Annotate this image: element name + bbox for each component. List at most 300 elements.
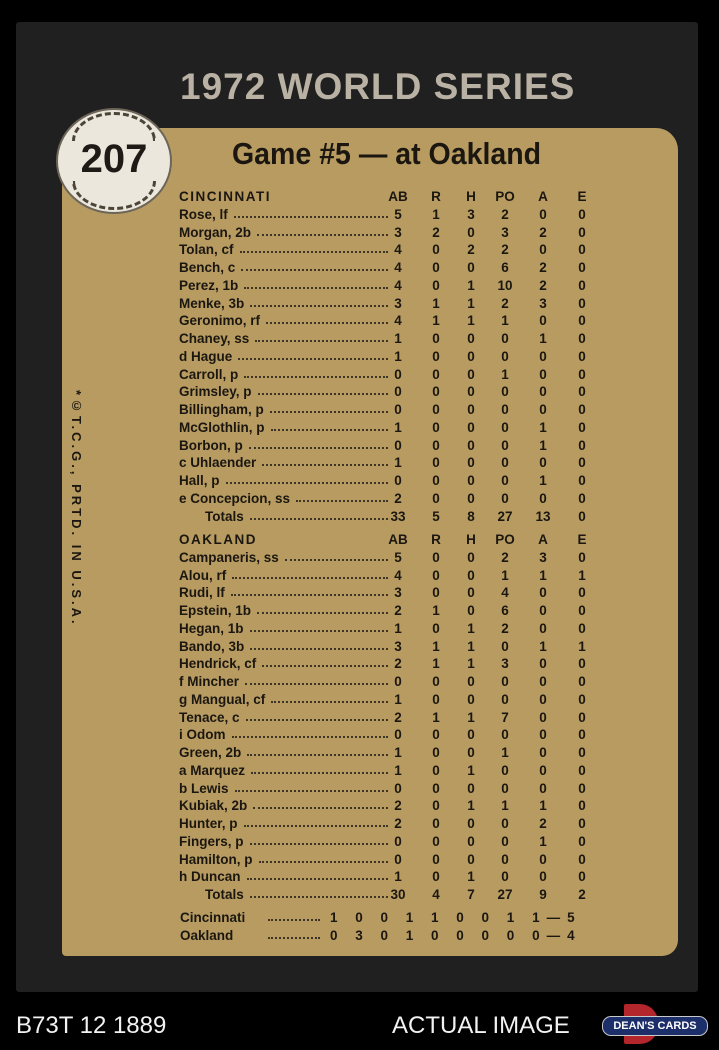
leader-dots bbox=[241, 269, 388, 271]
stat-cell: 1 bbox=[467, 709, 475, 725]
player-row bbox=[0, 349, 719, 366]
inventory-code: B73T 12 1889 bbox=[16, 1012, 167, 1039]
stat-cell: 1 bbox=[501, 567, 509, 583]
player-row bbox=[0, 313, 719, 330]
player-row bbox=[0, 207, 719, 224]
stat-cell: 0 bbox=[578, 816, 586, 831]
stat-cell: 0 bbox=[394, 674, 402, 689]
stat-cell: 0 bbox=[432, 455, 440, 471]
stat-cell: 2 bbox=[539, 816, 547, 831]
linescore-team: Oakland bbox=[180, 928, 234, 943]
player-row bbox=[0, 639, 719, 656]
stat-cell: 2 bbox=[394, 816, 402, 831]
team-header-row bbox=[0, 189, 719, 206]
stat-cell: H bbox=[466, 189, 476, 204]
stat-cell: 0 bbox=[539, 490, 547, 506]
leader-dots bbox=[250, 648, 388, 650]
stat-cell: 0 bbox=[578, 585, 586, 601]
stat-cell: 0 bbox=[432, 348, 440, 364]
player-row bbox=[0, 260, 719, 277]
stat-cell: 0 bbox=[578, 242, 586, 258]
stat-cell: 0 bbox=[578, 473, 586, 488]
stat-cell: 0 bbox=[501, 638, 509, 654]
stat-cell: 27 bbox=[497, 508, 513, 524]
leader-dots bbox=[253, 807, 388, 809]
logo-text: DEAN'S CARDS bbox=[602, 1016, 708, 1036]
leader-dots bbox=[271, 701, 388, 703]
player-name: Chaney, ss bbox=[179, 331, 250, 346]
player-name: Hamilton, p bbox=[179, 851, 253, 867]
stat-cell: 0 bbox=[578, 709, 586, 725]
leader-dots bbox=[296, 500, 388, 502]
stat-cell: 1 bbox=[578, 638, 586, 654]
stat-cell: 0 bbox=[467, 402, 475, 417]
stat-cell: 0 bbox=[578, 508, 586, 524]
linescore-innings: 0 3 0 1 0 0 0 0 0—4 bbox=[330, 928, 582, 943]
stat-cell: 0 bbox=[467, 567, 475, 583]
stat-cell: 0 bbox=[501, 869, 509, 885]
stat-cell: 1 bbox=[539, 437, 547, 453]
player-name: Hegan, 1b bbox=[179, 620, 244, 636]
player-name: Bando, 3b bbox=[179, 638, 245, 654]
linescore-innings: 1 0 0 1 1 0 0 1 1—5 bbox=[330, 910, 582, 925]
stat-cell: 0 bbox=[539, 206, 547, 222]
stat-cell: 33 bbox=[390, 508, 406, 524]
player-row bbox=[0, 816, 719, 833]
stat-cell: 0 bbox=[578, 366, 586, 382]
leader-dots bbox=[258, 393, 388, 395]
leader-dots bbox=[262, 464, 388, 466]
player-name: Borbon, p bbox=[179, 437, 243, 453]
stat-cell: 0 bbox=[467, 455, 475, 471]
team-name: CINCINNATI bbox=[179, 189, 271, 204]
stat-cell: 0 bbox=[501, 473, 509, 488]
stat-cell: 0 bbox=[501, 727, 509, 743]
leader-dots bbox=[250, 518, 388, 520]
stat-cell: 0 bbox=[539, 585, 547, 601]
stat-cell: 0 bbox=[539, 455, 547, 471]
copyright-line: *©T.C.G., PRTD. IN U.S.A. bbox=[69, 390, 84, 627]
leader-dots bbox=[250, 896, 388, 898]
stat-cell: 3 bbox=[394, 224, 402, 240]
stat-cell: 0 bbox=[501, 348, 509, 364]
stat-cell: 5 bbox=[394, 549, 402, 565]
leader-dots bbox=[250, 630, 388, 632]
leader-dots bbox=[244, 376, 388, 378]
stat-cell: 1 bbox=[432, 656, 440, 672]
stat-cell: 0 bbox=[467, 331, 475, 346]
player-name: c Uhlaender bbox=[179, 455, 257, 471]
player-row bbox=[0, 603, 719, 620]
stat-cell: 0 bbox=[432, 384, 440, 400]
actual-image-label: ACTUAL IMAGE bbox=[392, 1012, 570, 1039]
stat-cell: 0 bbox=[394, 366, 402, 382]
stat-cell: 0 bbox=[539, 402, 547, 417]
player-row bbox=[0, 763, 719, 780]
totals-row bbox=[0, 509, 719, 526]
stat-cell: 0 bbox=[539, 869, 547, 885]
stat-cell: 0 bbox=[578, 313, 586, 329]
stat-cell: 4 bbox=[394, 567, 402, 583]
stat-cell: 0 bbox=[501, 455, 509, 471]
player-name: Tolan, cf bbox=[179, 242, 234, 258]
player-row bbox=[0, 621, 719, 638]
stat-cell: 30 bbox=[390, 887, 406, 902]
stat-cell: 10 bbox=[497, 277, 513, 293]
leader-dots bbox=[226, 482, 388, 484]
stat-cell: 1 bbox=[394, 691, 402, 707]
stat-cell: 1 bbox=[539, 567, 547, 583]
leader-dots bbox=[285, 559, 388, 561]
stat-cell: 3 bbox=[394, 585, 402, 601]
leader-dots bbox=[270, 411, 388, 413]
player-row bbox=[0, 438, 719, 455]
player-name: e Concepcion, ss bbox=[179, 490, 291, 506]
stat-cell: 1 bbox=[467, 638, 475, 654]
leader-dots bbox=[247, 878, 388, 880]
stat-cell: 0 bbox=[539, 242, 547, 258]
stat-cell: 0 bbox=[467, 585, 475, 601]
stat-cell: 0 bbox=[467, 745, 475, 760]
leader-dots bbox=[234, 216, 388, 218]
stat-cell: 27 bbox=[497, 887, 513, 902]
leader-dots bbox=[271, 429, 388, 431]
stat-cell: 0 bbox=[467, 490, 475, 506]
player-name: Rose, lf bbox=[179, 206, 228, 222]
stat-cell: 1 bbox=[394, 745, 402, 760]
stat-cell: 1 bbox=[467, 869, 475, 885]
leader-dots bbox=[262, 665, 388, 667]
player-row bbox=[0, 585, 719, 602]
stat-cell: 4 bbox=[394, 313, 402, 329]
stat-cell: 1 bbox=[432, 206, 440, 222]
stat-cell: AB bbox=[388, 532, 408, 547]
stat-cell: 1 bbox=[467, 762, 475, 778]
player-name: Billingham, p bbox=[179, 402, 264, 417]
stat-cell: 0 bbox=[467, 691, 475, 707]
stat-cell: 1 bbox=[467, 620, 475, 636]
stat-cell: AB bbox=[388, 189, 408, 204]
stat-cell: 1 bbox=[394, 419, 402, 435]
stat-cell: 1 bbox=[467, 656, 475, 672]
leader-dots bbox=[244, 287, 388, 289]
stat-cell: 6 bbox=[501, 260, 509, 275]
stat-cell: 0 bbox=[394, 402, 402, 417]
linescore-team: Cincinnati bbox=[180, 910, 246, 925]
stat-cell: 0 bbox=[467, 260, 475, 275]
player-row bbox=[0, 656, 719, 673]
stat-cell: 0 bbox=[467, 419, 475, 435]
player-name: i Odom bbox=[179, 727, 226, 743]
stat-cell: 0 bbox=[501, 331, 509, 346]
stat-cell: 2 bbox=[501, 242, 509, 258]
player-name: a Marquez bbox=[179, 762, 246, 778]
stat-cell: 0 bbox=[432, 366, 440, 382]
player-row bbox=[0, 367, 719, 384]
stat-cell: 3 bbox=[539, 549, 547, 565]
stat-cell: 0 bbox=[578, 656, 586, 672]
stat-cell: 3 bbox=[501, 224, 509, 240]
stat-cell: 0 bbox=[539, 851, 547, 867]
stat-cell: 0 bbox=[539, 313, 547, 329]
stat-cell: 1 bbox=[467, 313, 475, 329]
stat-cell: 0 bbox=[432, 762, 440, 778]
player-row bbox=[0, 473, 719, 490]
stat-cell: 0 bbox=[501, 384, 509, 400]
stat-cell: 0 bbox=[432, 402, 440, 417]
stat-cell: 1 bbox=[432, 638, 440, 654]
stat-cell: 13 bbox=[535, 508, 551, 524]
stat-cell: 0 bbox=[432, 833, 440, 849]
linescore-row bbox=[180, 910, 582, 925]
stat-cell: 1 bbox=[432, 313, 440, 329]
stat-cell: 0 bbox=[467, 851, 475, 867]
stat-cell: 0 bbox=[394, 727, 402, 743]
stat-cell: 8 bbox=[467, 508, 475, 524]
stat-cell: 6 bbox=[501, 603, 509, 618]
stat-cell: 0 bbox=[432, 242, 440, 258]
stat-cell: 0 bbox=[394, 851, 402, 867]
deans-cards-logo bbox=[602, 1004, 706, 1044]
stat-cell: 9 bbox=[539, 887, 547, 902]
stat-cell: 2 bbox=[432, 224, 440, 240]
stat-cell: 3 bbox=[467, 206, 475, 222]
stat-cell: 1 bbox=[539, 419, 547, 435]
stat-cell: 1 bbox=[467, 295, 475, 311]
player-row bbox=[0, 869, 719, 886]
player-name: h Duncan bbox=[179, 869, 241, 885]
stat-cell: 4 bbox=[394, 242, 402, 258]
stat-cell: 3 bbox=[501, 656, 509, 672]
player-row bbox=[0, 745, 719, 762]
stat-cell: 7 bbox=[467, 887, 475, 902]
player-name: McGlothlin, p bbox=[179, 419, 265, 435]
stat-cell: 0 bbox=[467, 473, 475, 488]
stat-cell: 0 bbox=[394, 473, 402, 488]
stat-cell: 0 bbox=[467, 674, 475, 689]
stat-cell: 0 bbox=[432, 549, 440, 565]
stat-cell: 1 bbox=[501, 745, 509, 760]
player-row bbox=[0, 692, 719, 709]
stat-cell: 0 bbox=[467, 224, 475, 240]
player-name: Menke, 3b bbox=[179, 295, 245, 311]
stat-cell: 0 bbox=[501, 816, 509, 831]
stat-cell: 0 bbox=[432, 419, 440, 435]
stat-cell: 1 bbox=[394, 348, 402, 364]
stat-cell: 4 bbox=[394, 260, 402, 275]
stat-cell: 4 bbox=[432, 887, 440, 902]
player-row bbox=[0, 568, 719, 585]
leader-dots bbox=[251, 772, 388, 774]
player-row bbox=[0, 402, 719, 419]
stat-cell: 0 bbox=[432, 490, 440, 506]
stat-cell: 0 bbox=[539, 780, 547, 796]
stat-cell: 0 bbox=[539, 348, 547, 364]
stat-cell: 3 bbox=[394, 295, 402, 311]
stat-cell: 0 bbox=[539, 745, 547, 760]
stat-cell: 0 bbox=[432, 620, 440, 636]
stat-cell: 0 bbox=[578, 402, 586, 417]
player-row bbox=[0, 834, 719, 851]
player-row bbox=[0, 491, 719, 508]
player-name: Totals bbox=[205, 887, 244, 902]
stat-cell: 0 bbox=[578, 745, 586, 760]
stat-cell: 0 bbox=[578, 277, 586, 293]
leader-dots bbox=[259, 861, 388, 863]
stat-cell: 1 bbox=[432, 295, 440, 311]
stat-cell: 2 bbox=[394, 798, 402, 814]
stat-cell: PO bbox=[495, 189, 515, 204]
player-name: Geronimo, rf bbox=[179, 313, 261, 329]
stat-cell: 0 bbox=[578, 419, 586, 435]
stat-cell: 0 bbox=[578, 691, 586, 707]
stat-cell: 1 bbox=[501, 366, 509, 382]
player-name: Hendrick, cf bbox=[179, 656, 257, 672]
player-name: b Lewis bbox=[179, 780, 229, 796]
stat-cell: 0 bbox=[432, 691, 440, 707]
stat-cell: 0 bbox=[578, 727, 586, 743]
stat-cell: 0 bbox=[578, 780, 586, 796]
leader-dots bbox=[238, 358, 388, 360]
stat-cell: 1 bbox=[501, 798, 509, 814]
stat-cell: 0 bbox=[501, 691, 509, 707]
stat-cell: 0 bbox=[432, 851, 440, 867]
stat-cell: 0 bbox=[432, 277, 440, 293]
stat-cell: 0 bbox=[578, 798, 586, 814]
card-number: 207 bbox=[80, 137, 148, 181]
stat-cell: 0 bbox=[394, 437, 402, 453]
player-name: Campaneris, ss bbox=[179, 549, 279, 565]
stat-cell: 0 bbox=[578, 437, 586, 453]
stat-cell: 0 bbox=[578, 260, 586, 275]
stat-cell: 0 bbox=[467, 549, 475, 565]
stat-cell: 0 bbox=[394, 384, 402, 400]
player-row bbox=[0, 242, 719, 259]
leader-dots bbox=[235, 790, 388, 792]
leader-dots bbox=[247, 754, 388, 756]
stat-cell: R bbox=[431, 532, 441, 547]
stat-cell: A bbox=[538, 189, 548, 204]
stat-cell: 1 bbox=[539, 638, 547, 654]
stat-cell: 0 bbox=[578, 384, 586, 400]
stat-cell: 0 bbox=[501, 780, 509, 796]
stat-cell: 0 bbox=[578, 549, 586, 565]
leader-dots bbox=[240, 251, 388, 253]
stat-cell: 0 bbox=[467, 727, 475, 743]
stat-cell: 2 bbox=[467, 242, 475, 258]
stat-cell: 0 bbox=[432, 567, 440, 583]
stat-cell: 2 bbox=[539, 277, 547, 293]
stat-cell: 4 bbox=[501, 585, 509, 601]
stat-cell: 1 bbox=[394, 762, 402, 778]
stat-cell: 0 bbox=[539, 762, 547, 778]
stat-cell: 0 bbox=[501, 762, 509, 778]
stat-cell: 0 bbox=[432, 674, 440, 689]
stat-cell: 0 bbox=[539, 727, 547, 743]
player-row bbox=[0, 420, 719, 437]
player-row bbox=[0, 225, 719, 242]
stat-cell: 0 bbox=[539, 674, 547, 689]
stat-cell: 4 bbox=[394, 277, 402, 293]
stat-cell: 0 bbox=[578, 224, 586, 240]
stat-cell: 0 bbox=[501, 674, 509, 689]
stat-cell: 2 bbox=[394, 490, 402, 506]
stat-cell: 0 bbox=[394, 833, 402, 849]
stat-cell: 2 bbox=[578, 887, 586, 902]
player-name: Hunter, p bbox=[179, 816, 238, 831]
player-name: Green, 2b bbox=[179, 745, 242, 760]
player-name: Rudi, lf bbox=[179, 585, 225, 601]
player-name: Grimsley, p bbox=[179, 384, 252, 400]
player-name: Kubiak, 2b bbox=[179, 798, 248, 814]
stat-cell: 1 bbox=[539, 473, 547, 488]
stat-cell: 1 bbox=[394, 331, 402, 346]
player-row bbox=[0, 710, 719, 727]
player-row bbox=[0, 296, 719, 313]
stat-cell: 0 bbox=[432, 798, 440, 814]
stat-cell: 2 bbox=[501, 206, 509, 222]
stat-cell: 1 bbox=[467, 277, 475, 293]
stat-cell: 0 bbox=[539, 603, 547, 618]
leader-dots bbox=[266, 322, 388, 324]
stat-cell: 0 bbox=[578, 762, 586, 778]
stat-cell: 0 bbox=[467, 833, 475, 849]
stat-cell: 0 bbox=[432, 585, 440, 601]
stat-cell: 0 bbox=[578, 851, 586, 867]
stat-cell: 0 bbox=[467, 348, 475, 364]
player-row bbox=[0, 384, 719, 401]
stat-cell: 0 bbox=[467, 816, 475, 831]
stat-cell: 2 bbox=[501, 295, 509, 311]
leader-dots bbox=[245, 683, 388, 685]
stat-cell: 0 bbox=[467, 780, 475, 796]
stat-cell: 0 bbox=[539, 709, 547, 725]
stat-cell: 0 bbox=[578, 455, 586, 471]
team-header-row bbox=[0, 532, 719, 549]
stat-cell: 0 bbox=[467, 603, 475, 618]
stat-cell: 0 bbox=[501, 419, 509, 435]
stat-cell: 5 bbox=[432, 508, 440, 524]
leader-dots bbox=[232, 736, 388, 738]
stat-cell: 0 bbox=[432, 260, 440, 275]
stat-cell: 0 bbox=[432, 473, 440, 488]
stat-cell: 1 bbox=[394, 620, 402, 636]
stat-cell: 0 bbox=[539, 384, 547, 400]
linescore-row bbox=[180, 928, 582, 943]
stat-cell: 0 bbox=[501, 833, 509, 849]
stat-cell: 0 bbox=[539, 366, 547, 382]
stat-cell: 1 bbox=[539, 833, 547, 849]
stat-cell: 0 bbox=[501, 851, 509, 867]
leader-dots bbox=[255, 340, 388, 342]
series-title: 1972 WORLD SERIES bbox=[180, 66, 576, 107]
player-row bbox=[0, 331, 719, 348]
stat-cell: 0 bbox=[578, 674, 586, 689]
game-title: Game #5 — at Oakland bbox=[232, 136, 542, 171]
stat-cell: 0 bbox=[578, 833, 586, 849]
stat-cell: 0 bbox=[578, 348, 586, 364]
stat-cell: 2 bbox=[394, 656, 402, 672]
player-row bbox=[0, 781, 719, 798]
stat-cell: 0 bbox=[501, 490, 509, 506]
stat-cell: 0 bbox=[432, 780, 440, 796]
leader-dots bbox=[246, 719, 388, 721]
stat-cell: 0 bbox=[578, 869, 586, 885]
stat-cell: 2 bbox=[539, 260, 547, 275]
stat-cell: 0 bbox=[432, 869, 440, 885]
player-row bbox=[0, 852, 719, 869]
player-name: Perez, 1b bbox=[179, 277, 239, 293]
